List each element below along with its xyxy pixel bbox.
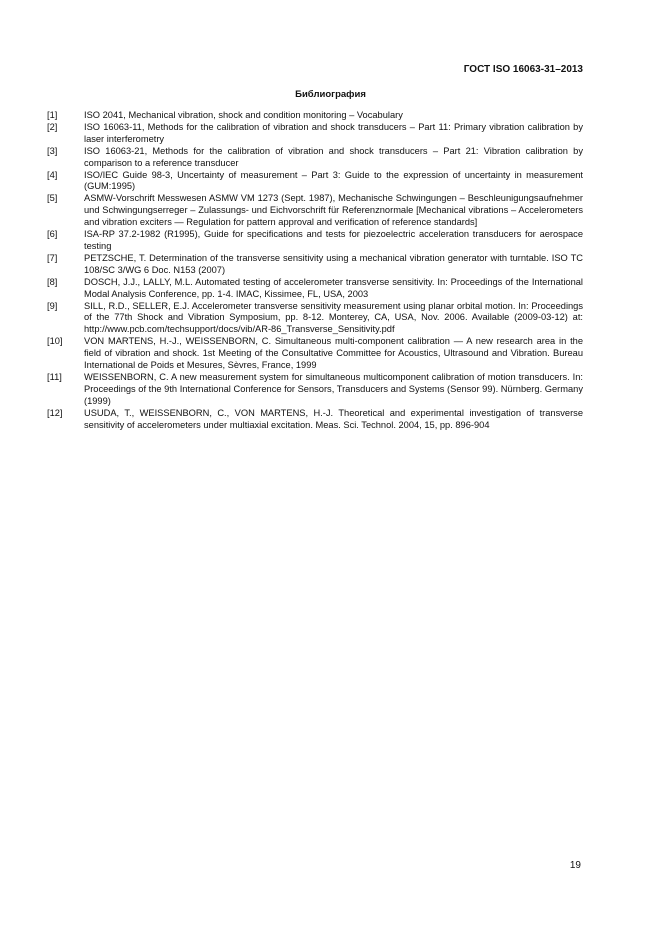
reference-text: ISA-RP 37.2-1982 (R1995), Guide for specifications and tests for piezoelectric acceleration transducers for aerospace testing [84,229,583,251]
reference-text: VON MARTENS, H.-J., WEISSENBORN, C. Simultaneous multi-component calibration — A new research area in the field of vibration and shock. 1st Meeting of the Consultative Committee for Acoustics, Ultrasound and Vibration. Bureau International de Poids et Mesures, Sèvres, France, 1999 [84,336,583,371]
page-number: 19 [569,860,581,871]
reference-item [47,253,583,277]
reference-item [47,122,583,146]
reference-item [47,408,583,432]
reference-number: [6] [47,229,58,240]
reference-number: [5] [47,193,58,204]
reference-number: [3] [47,145,58,156]
reference-text: USUDA, T., WEISSENBORN, C., VON MARTENS, H.-J. Theoretical and experimental investigation of transverse sensitivity of accelerometers under multiaxial excitation. Meas. Sci. Technol. 2004, 15, pp. 896-904 [84,407,583,430]
reference-item [47,336,583,372]
reference-text: SILL, R.D., SELLER, E.J. Accelerometer transverse sensitivity measurement using planar orbital motion. In: Proceedings of the 77th Shock and Vibration Symposium, pp. 8-12. Monterey, CA, USA, Nov. 2006. Available (2009-03-12) at: http://www.pcb.com/techsupport/docs/vib/AR-86_Transverse_Sensitivity.pdf [84,300,583,335]
reference-text: ISO 16063-11, Methods for the calibration of vibration and shock transducers – Part 11: Primary vibration calibration by laser interferometry [84,121,583,144]
document-id: ГОСТ ISO 16063-31–2013 [463,64,583,75]
reference-number: [4] [47,169,58,180]
reference-text: PETZSCHE, T. Determination of the transverse sensitivity using a mechanical vibration generator with turntable. ISO TC 108/SC 3/WG 6 Doc. N153 (2007) [84,252,583,275]
reference-number: [9] [47,300,58,311]
reference-item [47,229,583,253]
reference-item [47,277,583,301]
reference-item [47,110,583,122]
reference-text: DOSCH, J.J., LALLY, M.L. Automated testing of accelerometer transverse sensitivity. In: Proceedings of the International Modal Analysis Conference, pp. 1-4. IMAC, Kissimee, FL, USA, 2003 [84,276,583,299]
reference-text: ISO 2041, Mechanical vibration, shock and condition monitoring – Vocabulary [84,110,403,120]
section-title: Библиография [295,89,366,100]
reference-item [47,146,583,170]
reference-item [47,170,583,194]
reference-item [47,372,583,408]
reference-item [47,193,583,229]
reference-text: WEISSENBORN, C. A new measurement system for simultaneous multicomponent calibration of motion transducers. In: Proceedings of the 9th International Conference for Sensors, Transducers and Systems (Sensor 99). Nürnberg. Germany (1999) [84,371,583,406]
reference-number: [10] [47,336,63,347]
reference-text: ISO/IEC Guide 98-3, Uncertainty of measurement – Part 3: Guide to the expression of uncertainty in measurement (GUM:1995) [84,169,583,192]
reference-number: [12] [47,407,63,418]
reference-number: [8] [47,276,58,287]
reference-list [47,110,583,431]
reference-item [47,301,583,337]
reference-number: [11] [47,371,62,382]
reference-number: [1] [47,110,58,120]
reference-text: ISO 16063-21, Methods for the calibration of vibration and shock transducers – Part 21: Vibration calibration by comparison to a reference transducer [84,145,583,168]
reference-number: [2] [47,121,58,132]
reference-number: [7] [47,252,58,263]
reference-text: ASMW-Vorschrift Messwesen ASMW VM 1273 (Sept. 1987), Mechanische Schwingungen – Beschleunigungsaufnehmer und Schwingungserreger – Zulassungs- und Eichvorschrift für Referenznormale [Mechanical vibrations – Accelerometers and vibration exciters — Regulation for pattern approval and verification of reference standards] [84,193,583,228]
